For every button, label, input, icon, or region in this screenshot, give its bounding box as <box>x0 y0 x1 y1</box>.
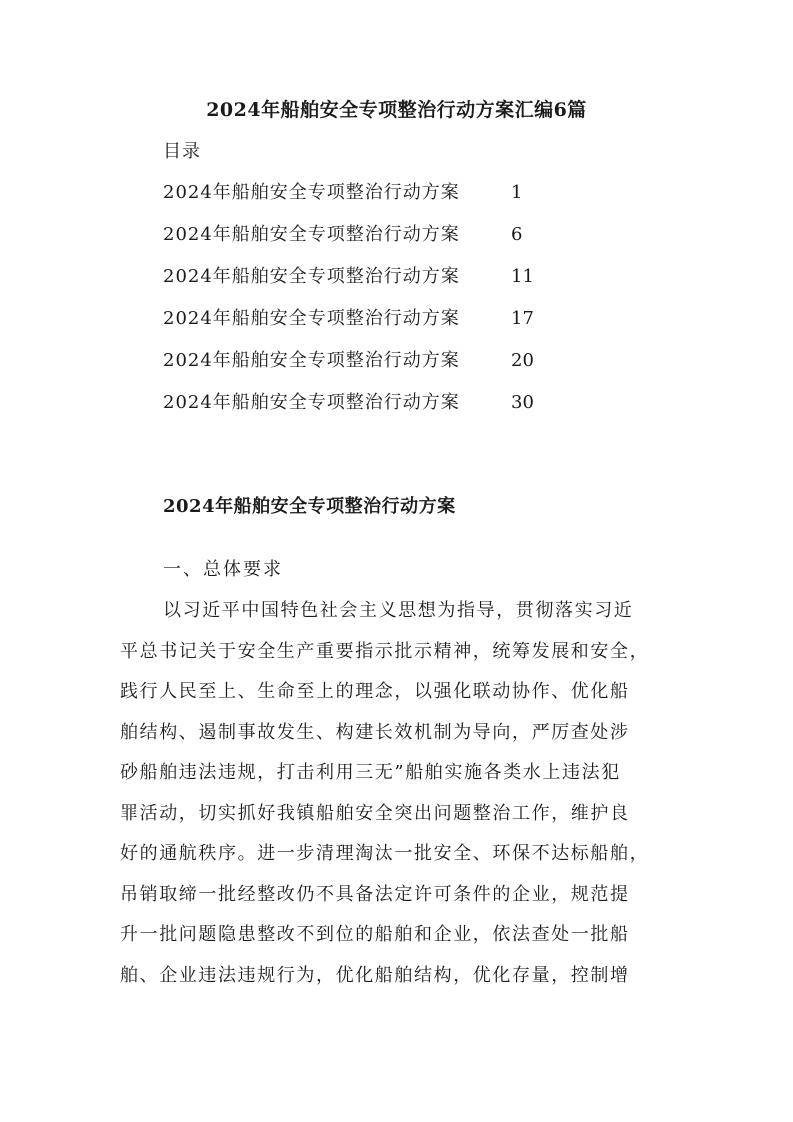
paragraph-line: 砂船舶违法违规，打击利用三无”船舶实施各类水上违法犯 <box>120 762 621 783</box>
toc-entry-page: 20 <box>511 350 534 371</box>
paragraph-line: 以习近平中国特色社会主义思想为指导，贯彻落实习近 <box>163 600 634 621</box>
paragraph-line: 罪活动，切实抓好我镇船舶安全突出问题整治工作，维护良 <box>120 802 630 824</box>
toc-entry-title: 2024年船舶安全专项整治行动方案 <box>163 350 460 371</box>
section-subheading: 一、总体要求 <box>163 559 283 580</box>
toc-entry-page: 17 <box>511 308 534 329</box>
toc-heading: 目录 <box>163 141 201 162</box>
toc-entry-page: 11 <box>511 266 534 287</box>
toc-entry-title: 2024年船舶安全专项整治行动方案 <box>163 308 460 329</box>
toc-entry[interactable] <box>163 304 551 346</box>
toc-entry[interactable] <box>163 178 551 220</box>
toc-entry-title: 2024年船舶安全专项整治行动方案 <box>163 182 460 203</box>
toc-entry-title: 2024年船舶安全专项整治行动方案 <box>163 392 460 413</box>
section-title: 2024年船舶安全专项整治行动方案 <box>163 496 456 517</box>
document-title: 2024年船舶安全专项整治行动方案汇编6篇 <box>206 99 587 121</box>
toc-entry-title: 2024年船舶安全专项整治行动方案 <box>163 266 460 287</box>
paragraph-line: 践行人民至上、生命至上的理念，以强化联动协作、优化船 <box>120 681 630 702</box>
paragraph-line: 吊销取缔一批经整改仍不具备法定许可条件的企业，规范提 <box>120 883 630 905</box>
paragraph-line: 升一批问题隐患整改不到位的船舶和企业，依法查处一批船 <box>120 924 630 945</box>
table-of-contents <box>163 178 551 430</box>
paragraph-line: 舶、企业违法违规行为，优化船舶结构，优化存量，控制增 <box>120 964 630 986</box>
paragraph-line: 平总书记关于安全生产重要指示批示精神，统筹发展和安全， <box>120 640 650 662</box>
toc-entry-page: 6 <box>511 224 523 245</box>
toc-entry[interactable] <box>163 388 551 430</box>
toc-entry[interactable] <box>163 346 551 388</box>
paragraph-line: 舶结构、遏制事故发生、构建长效机制为导向，严厉查处涉 <box>120 721 630 743</box>
toc-entry-page: 30 <box>511 392 534 413</box>
toc-entry-page: 1 <box>511 182 523 203</box>
paragraph-line: 好的通航秩序。进一步清理淘汰一批安全、环保不达标船舶， <box>120 843 650 864</box>
toc-entry-title: 2024年船舶安全专项整治行动方案 <box>163 224 460 245</box>
body-paragraph <box>120 596 688 1001</box>
toc-entry[interactable] <box>163 220 551 262</box>
toc-entry[interactable] <box>163 262 551 304</box>
